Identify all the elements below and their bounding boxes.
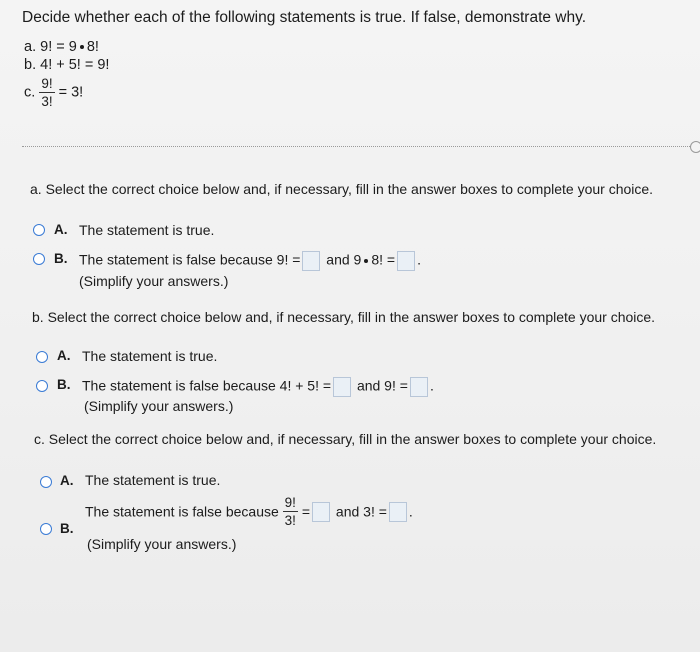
- fraction-denominator: 3!: [41, 94, 53, 109]
- simplify-note: (Simplify your answers.): [79, 273, 229, 289]
- answer-box[interactable]: [389, 502, 407, 522]
- option-text: The statement is false because: [85, 503, 279, 520]
- option-letter: B.: [54, 251, 68, 266]
- part-c-option-a-radio[interactable]: [40, 476, 52, 488]
- statement-b: [24, 57, 109, 73]
- fraction-numerator: 9!: [284, 495, 296, 510]
- part-c-prompt: c. Select the correct choice below and, if necessary, fill in the answer boxes to complete your choice.: [34, 431, 657, 447]
- option-letter: A.: [54, 222, 68, 237]
- option-text: The statement is true.: [85, 472, 221, 488]
- section-divider: [22, 146, 694, 147]
- statement-rhs: = 3!: [58, 84, 84, 101]
- statement-label: a.: [24, 39, 37, 55]
- period: .: [417, 251, 421, 268]
- statement-lhs: 9!: [40, 39, 53, 55]
- statement-text: 4! + 5! = 9!: [40, 57, 110, 73]
- answer-box[interactable]: [312, 502, 330, 522]
- part-b-prompt: b. Select the correct choice below and, if necessary, fill in the answer boxes to complete your choice.: [32, 309, 656, 325]
- answer-box[interactable]: [302, 251, 320, 271]
- answer-box[interactable]: [333, 377, 351, 397]
- period: .: [408, 503, 413, 520]
- option-letter: B.: [60, 521, 74, 536]
- option-b-sentence: [82, 377, 434, 397]
- statement-c: [24, 76, 83, 109]
- simplify-note: (Simplify your answers.): [87, 536, 237, 552]
- option-text: The statement is true.: [82, 348, 218, 364]
- option-letter: A.: [60, 473, 74, 488]
- fraction: [283, 495, 298, 528]
- simplify-note: (Simplify your answers.): [84, 398, 234, 414]
- option-text: and 3! =: [335, 503, 387, 520]
- option-letter: B.: [57, 377, 71, 392]
- statement-label: b.: [24, 57, 37, 73]
- fraction: [39, 76, 54, 109]
- multiplication-dot-icon: [80, 45, 84, 49]
- part-a-option-a-radio[interactable]: [33, 224, 45, 236]
- statement-a: [24, 39, 99, 55]
- option-text: The statement is false because 4! + 5! =: [82, 377, 332, 394]
- option-b-sentence: [85, 495, 413, 528]
- fraction-numerator: 9!: [41, 76, 53, 91]
- option-text: 8! =: [371, 251, 396, 268]
- option-b-sentence: [79, 251, 421, 271]
- answer-box[interactable]: [397, 251, 415, 271]
- equals-sign: =: [56, 39, 65, 55]
- option-text: and 9! =: [356, 377, 408, 394]
- part-b-option-b-radio[interactable]: [36, 380, 48, 392]
- part-a-prompt: a. Select the correct choice below and, if necessary, fill in the answer boxes to complete your choice.: [30, 181, 654, 197]
- statement-label: c.: [24, 84, 36, 101]
- divider-handle-icon[interactable]: [690, 141, 700, 153]
- part-c-option-b-radio[interactable]: [40, 523, 52, 535]
- option-letter: A.: [57, 348, 71, 363]
- option-text: The statement is false because 9! =: [79, 251, 301, 268]
- fraction-denominator: 3!: [284, 513, 296, 528]
- part-a-option-b-radio[interactable]: [33, 253, 45, 265]
- part-b-option-a-radio[interactable]: [36, 351, 48, 363]
- option-text: The statement is true.: [79, 222, 215, 238]
- multiplication-dot-icon: [364, 259, 368, 263]
- period: .: [429, 377, 434, 394]
- answer-box[interactable]: [410, 377, 428, 397]
- question-title: Decide whether each of the following statements is true. If false, demonstrate why.: [22, 9, 587, 26]
- statement-rhs-factorial: 8!: [86, 39, 99, 55]
- equals-sign: =: [301, 503, 311, 520]
- statement-rhs-factor: 9: [68, 39, 77, 55]
- option-text: and 9: [326, 251, 362, 268]
